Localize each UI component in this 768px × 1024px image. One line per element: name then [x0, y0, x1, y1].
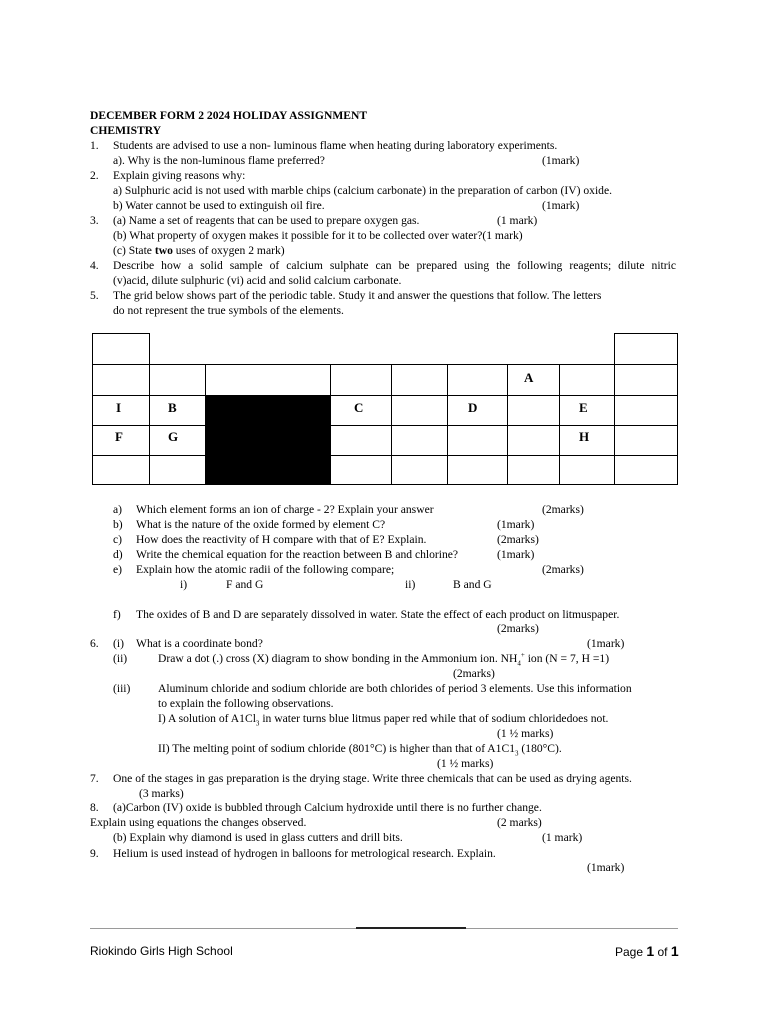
q3-c-pre: (c) State	[113, 244, 155, 257]
q7-number: 7.	[90, 772, 99, 785]
grid-cell	[507, 364, 560, 396]
q2-b-marks: (1mark)	[542, 199, 580, 212]
grid-cell	[205, 364, 331, 396]
q6-iii-I-sub: 3	[255, 719, 260, 728]
q5-b-label: b)	[113, 518, 123, 531]
grid-cell	[559, 455, 615, 485]
q5-e-ii: B and G	[453, 578, 492, 591]
q6-ii-label: (ii)	[113, 652, 128, 665]
q6-iii-line1: Aluminum chloride and sodium chloride are both chlorides of period 3 elements. Use this information	[158, 682, 632, 695]
grid-cell	[149, 364, 206, 396]
q8-a-marks: (2 marks)	[497, 816, 542, 829]
grid-cell	[330, 425, 392, 456]
element-g: G	[168, 429, 179, 444]
q2-a: a) Sulphuric acid is not used with marble chips (calcium carbonate) in the preparation of carbon (IV) oxide.	[113, 184, 613, 197]
grid-cell	[447, 455, 508, 485]
q1-text: Students are advised to use a non- luminous flame when heating during laboratory experiments.	[113, 139, 558, 152]
q8-a-line2: Explain using equations the changes observed.	[90, 816, 307, 829]
grid-cell	[149, 455, 206, 485]
q6-ii-marks: (2marks)	[453, 667, 495, 680]
q5-e-ii-label: ii)	[405, 578, 416, 591]
q5-d: Write the chemical equation for the reaction between B and chlorine?	[136, 548, 459, 561]
grid-cell	[507, 455, 560, 485]
q6-iii-II-sub: 3	[515, 749, 519, 758]
q7-text: One of the stages in gas preparation is the drying stage. Write three chemicals that can be used as drying agents.	[113, 772, 632, 785]
q5-e-marks: (2marks)	[542, 563, 584, 576]
footer-of-word: of	[654, 945, 671, 959]
q6-ii-post: ion (N = 7, H =1)	[524, 652, 610, 665]
grid-cell	[614, 333, 678, 365]
periodic-table-grid	[92, 333, 678, 485]
q6-ii-pre: Draw a dot (.) cross (X) diagram to show bonding in the Ammonium ion. NH	[158, 652, 518, 665]
element-a: A	[524, 370, 534, 385]
q7-marks: (3 marks)	[139, 787, 184, 800]
q2-number: 2.	[90, 169, 99, 182]
q2-b: b) Water cannot be used to extinguish oil fire.	[113, 199, 325, 212]
grid-cell	[559, 364, 615, 396]
grid-cell	[330, 455, 392, 485]
element-c: C	[354, 400, 364, 415]
grid-cell	[614, 395, 678, 426]
grid-cell	[391, 364, 448, 396]
q5-b: What is the nature of the oxide formed by element C?	[136, 518, 386, 531]
q5-line1: The grid below shows part of the periodic table. Study it and answer the questions that follow. The letters	[113, 289, 602, 302]
q9-text: Helium is used instead of hydrogen in balloons for metrological research. Explain.	[113, 847, 496, 860]
q5-number: 5.	[90, 289, 99, 302]
element-f: F	[115, 429, 123, 444]
q6-ii-sup: +	[520, 651, 525, 660]
q3-a-marks: (1 mark)	[497, 214, 538, 227]
grid-cell	[507, 395, 560, 426]
q2-text: Explain giving reasons why:	[113, 169, 246, 182]
q5-f: The oxides of B and D are separately dissolved in water. State the effect of each product on litmuspaper.	[136, 608, 620, 621]
q8-b-marks: (1 mark)	[542, 831, 583, 844]
footer-page-word: Page	[615, 945, 647, 959]
q6-iii-label: (iii)	[113, 682, 131, 695]
q3-c-post: uses of oxygen 2 mark)	[172, 244, 285, 257]
q6-iii-II-post: (180°C).	[518, 742, 562, 755]
q5-c-marks: (2marks)	[497, 533, 539, 546]
q6-iii-I-pre: I) A solution of A1Cl	[158, 712, 256, 725]
q1-a: a). Why is the non-luminous flame preferred?	[113, 154, 325, 167]
grid-cell	[149, 395, 206, 426]
element-d: D	[468, 400, 478, 415]
q5-e-label: e)	[113, 563, 123, 576]
q6-i-marks: (1mark)	[587, 637, 625, 650]
q1-a-marks: (1mark)	[542, 154, 580, 167]
grid-cell	[391, 455, 448, 485]
subject-title: CHEMISTRY	[90, 124, 162, 137]
q6-iii-I	[158, 711, 608, 726]
q5-d-marks: (1mark)	[497, 548, 535, 561]
q6-i-label: (i)	[113, 637, 124, 650]
grid-cell	[92, 455, 150, 485]
grid-cell	[614, 425, 678, 456]
q5-d-label: d)	[113, 548, 123, 561]
q6-iii-II-pre: II) The melting point of sodium chloride (801°C) is higher than that of A1C1	[158, 742, 516, 755]
q5-e-i-label: i)	[180, 578, 188, 591]
element-i: I	[116, 400, 122, 415]
grid-cell	[447, 395, 508, 426]
q5-e-i: F and G	[226, 578, 264, 591]
grid-cell	[447, 364, 508, 396]
grid-cell	[391, 395, 448, 426]
q8-b: (b) Explain why diamond is used in glass cutters and drill bits.	[113, 831, 403, 844]
grid-cell	[330, 364, 392, 396]
q9-number: 9.	[90, 847, 99, 860]
q5-b-marks: (1mark)	[497, 518, 535, 531]
q1-number: 1.	[90, 139, 99, 152]
element-e: E	[579, 400, 588, 415]
q5-line2: do not represent the true symbols of the elements.	[113, 304, 344, 317]
q8-a: (a)Carbon (IV) oxide is bubbled through Calcium hydroxide until there is no further change.	[113, 801, 542, 814]
q6-ii-sub: 4	[517, 659, 521, 668]
footer-page-current: 1	[646, 943, 655, 959]
q4-line1: Describe how a solid sample of calcium sulphate can be prepared using the following reagents; dilute nitric	[113, 259, 676, 272]
q3-c	[113, 243, 285, 258]
grid-cell	[92, 364, 150, 396]
grid-cell	[447, 425, 508, 456]
footer-page-total: 1	[670, 943, 679, 959]
q5-a: Which element forms an ion of charge - 2? Explain your answer	[136, 503, 434, 516]
q5-f-label: f)	[113, 608, 121, 621]
q3-number: 3.	[90, 214, 99, 227]
grid-cell	[507, 425, 560, 456]
q8-number: 8.	[90, 801, 99, 814]
q6-iii-II-marks: (1 ½ marks)	[437, 757, 494, 770]
element-b: B	[168, 400, 177, 415]
grid-cell	[391, 425, 448, 456]
q6-ii	[158, 651, 609, 666]
transition-block-shaded	[205, 395, 331, 485]
q5-a-label: a)	[113, 503, 123, 516]
q6-i: What is a coordinate bond?	[136, 637, 263, 650]
q6-number: 6.	[90, 637, 99, 650]
q9-marks: (1mark)	[587, 861, 625, 874]
q4-number: 4.	[90, 259, 99, 272]
q6-iii-line2: to explain the following observations.	[158, 697, 334, 710]
q3-c-bold: two	[154, 244, 173, 257]
footer-divider-accent	[356, 927, 466, 929]
grid-cell	[92, 333, 150, 365]
footer-school-name: Riokindo Girls High School	[90, 944, 233, 958]
q4-line2: (v)acid, dilute sulphuric (vi) acid and solid calcium carbonate.	[113, 274, 402, 287]
q5-a-marks: (2marks)	[542, 503, 584, 516]
q5-c-label: c)	[113, 533, 123, 546]
q5-f-marks: (2marks)	[497, 622, 539, 635]
grid-cell	[614, 455, 678, 485]
element-h: H	[579, 429, 590, 444]
q6-iii-I-marks: (1 ½ marks)	[497, 727, 554, 740]
q5-e: Explain how the atomic radii of the following compare;	[136, 563, 395, 576]
q6-iii-I-post: in water turns blue litmus paper red while that of sodium chloridedoes not.	[259, 712, 609, 725]
q3-a: (a) Name a set of reagents that can be used to prepare oxygen gas.	[113, 214, 420, 227]
q3-b: (b) What property of oxygen makes it possible for it to be collected over water?(1 mark)	[113, 229, 523, 242]
assignment-title: DECEMBER FORM 2 2024 HOLIDAY ASSIGNMENT	[90, 109, 368, 122]
grid-cell	[614, 364, 678, 396]
q5-c: How does the reactivity of H compare with that of E? Explain.	[136, 533, 427, 546]
footer-page-number	[615, 943, 679, 960]
q6-iii-II	[158, 741, 562, 756]
